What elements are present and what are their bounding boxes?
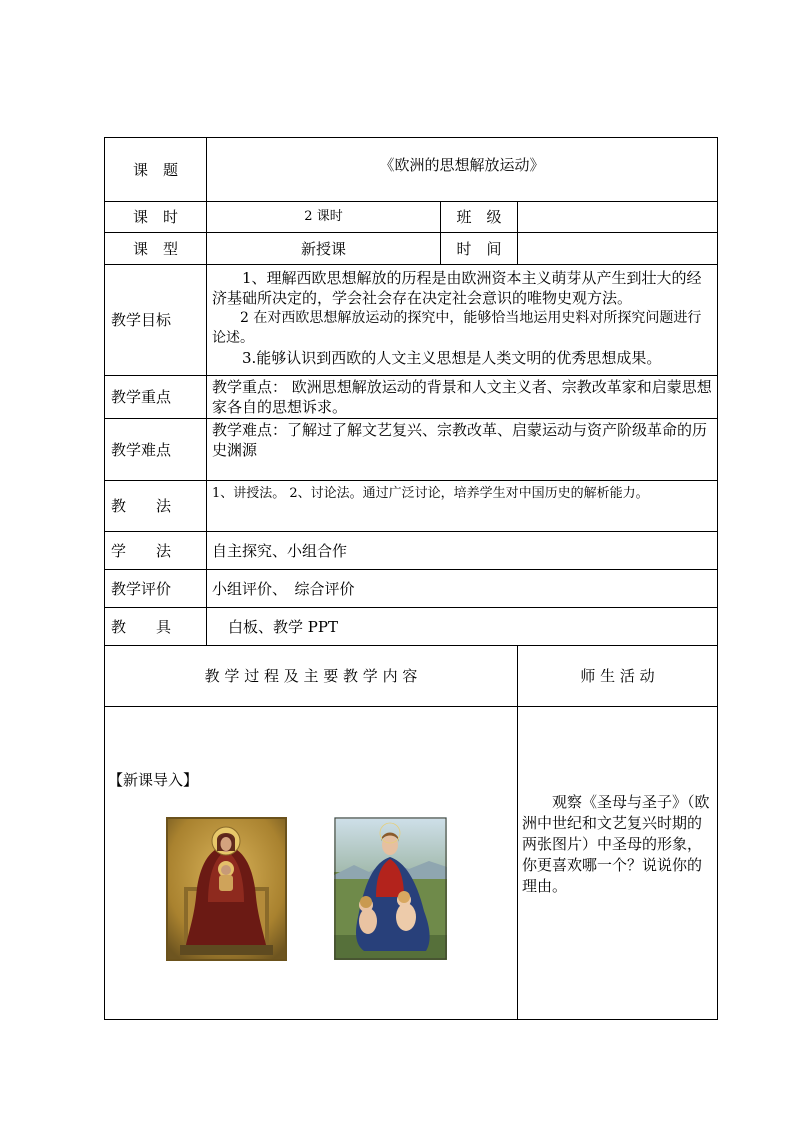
time-label: 时 间 — [456, 239, 502, 258]
renaissance-madonna-art — [334, 817, 447, 960]
methods-label: 教 法 — [111, 497, 172, 515]
difficulties-label: 教学难点 — [111, 440, 172, 459]
topic-label: 课 题 — [132, 160, 178, 179]
evaluation-label: 教学评价 — [111, 579, 172, 598]
methods-value: 1、讲授法。 2、讨论法。通过广泛讨论，培养学生对中国历史的解析能力。 — [212, 486, 649, 501]
intro-label: 【新课导入】 — [108, 771, 199, 789]
goal-1: 1、理解西欧思想解放的历程是由欧洲资本主义萌芽从产生到壮大的经济基础所决定的，学会社会存在决定社会意识的唯物史观方法。 — [212, 269, 702, 307]
tools-value: 白板、教学 PPT — [228, 617, 338, 636]
hours-value: 2 课时 — [304, 209, 343, 224]
renaissance-madonna-image — [334, 817, 447, 960]
evaluation-value: 小组评价、 综合评价 — [212, 579, 355, 598]
time-value[interactable] — [518, 233, 717, 264]
type-value: 新授课 — [300, 239, 346, 258]
goals-content — [212, 268, 714, 368]
learning-value: 自主探究、小组合作 — [212, 541, 348, 560]
activity-text: 观察《圣母与圣子》（欧洲中世纪和文艺复兴时期的两张图片）中圣母的形象，你更喜欢哪一个？说说你的理由。 — [522, 793, 710, 895]
class-label: 班 级 — [456, 208, 502, 226]
tools-label: 教 具 — [111, 617, 172, 636]
medieval-madonna-art — [166, 817, 287, 961]
hours-label: 课 时 — [132, 208, 178, 226]
type-label: 课 型 — [132, 239, 178, 258]
difficulties-value: 教学难点：了解过了解文艺复兴、宗教改革、启蒙运动与资产阶级革命的历史渊源 — [212, 421, 708, 459]
goal-3: 3.能够认识到西欧的人文主义思想是人类文明的优秀思想成果。 — [212, 349, 662, 367]
class-value[interactable] — [518, 202, 717, 232]
key-points-value: 教学重点： 欧洲思想解放运动的背景和人文主义者、宗教改革家和启蒙思想家各自的思想诉求。 — [212, 378, 712, 416]
process-header-right: 师 生 活 动 — [580, 667, 655, 685]
topic-value: 《欧洲的思想解放运动》 — [379, 155, 545, 174]
goals-label: 教学目标 — [111, 311, 172, 329]
learning-label: 学 法 — [111, 541, 172, 560]
goal-2: 2 在对西欧思想解放运动的探究中，能够恰当地运用史料对所探究问题进行论述。 — [212, 310, 702, 346]
medieval-madonna-image — [166, 817, 287, 961]
process-header-left: 教 学 过 程 及 主 要 教 学 内 容 — [204, 667, 418, 685]
key-points-label: 教学重点 — [111, 388, 172, 406]
